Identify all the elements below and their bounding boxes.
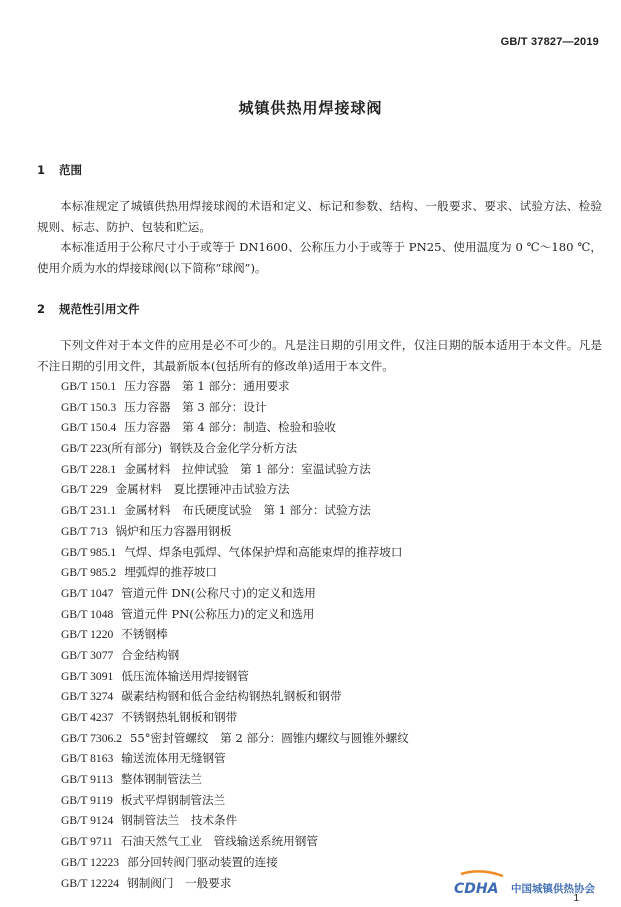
reference-code: GB/T 985.1 [61, 545, 117, 559]
reference-code: GB/T 1047 [61, 586, 114, 600]
reference-title: 气焊、焊条电弧焊、气体保护焊和高能束焊的推荐坡口 [124, 544, 403, 559]
reference-code: GB/T 9124 [61, 814, 114, 828]
reference-item [61, 521, 409, 542]
reference-title: 低压流体输送用焊接钢管 [121, 668, 249, 683]
reference-title: 输送流体用无缝钢管 [121, 751, 226, 766]
reference-item [61, 707, 409, 728]
reference-item [61, 769, 409, 790]
reference-title: 埋弧焊的推荐坡口 [124, 565, 217, 580]
reference-code: GB/T 12223 [61, 855, 120, 869]
reference-item [61, 479, 409, 500]
reference-title: 锅炉和压力容器用钢板 [115, 523, 232, 538]
reference-item [61, 666, 409, 687]
reference-item [61, 397, 409, 418]
reference-item [61, 500, 409, 521]
reference-title: 整体钢制管法兰 [120, 772, 203, 787]
reference-code: GB/T 150.3 [61, 400, 117, 414]
reference-code: GB/T 150.4 [61, 421, 117, 435]
reference-title: 钢铁及合金化学分析方法 [169, 441, 298, 456]
reference-item [61, 686, 409, 707]
reference-code: GB/T 713 [61, 524, 108, 538]
reference-code: GB/T 9711 [61, 835, 113, 849]
reference-code: GB/T 150.1 [61, 380, 117, 393]
reference-item [61, 728, 409, 749]
reference-title: 金属材料 拉伸试验 第 1 部分：室温试验方法 [124, 461, 371, 476]
section-title: 范围 [59, 163, 82, 177]
document-title: 城镇供热用焊接球阀 [238, 99, 383, 117]
reference-code: GB/T 8163 [61, 752, 114, 766]
section-heading-2 [37, 301, 140, 317]
reference-title: 碳素结构钢和低合金结构钢热轧钢板和钢带 [121, 689, 342, 704]
reference-title: 管道元件 DN(公称尺寸)的定义和选用 [121, 585, 316, 600]
reference-title: 石油天然气工业 管线输送系统用钢管 [120, 834, 318, 849]
reference-item [61, 376, 409, 397]
reference-code: GB/T 985.2 [61, 566, 117, 580]
reference-item [61, 810, 409, 831]
cdha-logo-mark [451, 870, 509, 900]
reference-code: GB/T 228.1 [61, 462, 117, 476]
reference-list [61, 376, 409, 893]
reference-title: 55°密封管螺纹 第 2 部分：圆锥内螺纹与圆锥外螺纹 [129, 730, 409, 745]
paragraph-scope-1: 本标准规定了城镇供热用焊接球阀的术语和定义、标记和参数、结构、一般要求、要求、试验方法、检验规则、标志、防护、包装和贮运。 [37, 199, 602, 234]
reference-title: 不锈钢热轧钢板和钢带 [121, 710, 238, 724]
section-heading-1 [37, 162, 82, 178]
reference-code: GB/T 3091 [61, 669, 114, 683]
reference-code: GB/T 12224 [61, 876, 120, 890]
section-number: 1 [37, 163, 46, 177]
reference-code: GB/T 9113 [61, 773, 113, 787]
reference-title: 压力容器 第 4 部分：制造、检验和验收 [124, 420, 337, 435]
reference-title: 金属材料 夏比摆锤冲击试验方法 [115, 482, 290, 497]
reference-title: 钢制管法兰 技术条件 [121, 813, 238, 828]
reference-item [61, 417, 409, 438]
reference-code: GB/T 3077 [61, 648, 114, 662]
section-number: 2 [37, 302, 46, 316]
reference-title: 合金结构钢 [121, 647, 180, 662]
reference-title: 管道元件 PN(公称压力)的定义和选用 [121, 606, 315, 621]
svg-text:CDHA: CDHA [454, 881, 499, 897]
section-title: 规范性引用文件 [59, 302, 140, 316]
reference-code: GB/T 7306.2 [61, 731, 122, 745]
standard-code: GB/T 37827—2019 [500, 36, 599, 48]
reference-code: GB/T 4237 [61, 711, 114, 724]
reference-title: 金属材料 布氏硬度试验 第 1 部分：试验方法 [124, 503, 371, 518]
reference-title: 板式平焊钢制管法兰 [120, 792, 226, 807]
reference-code: GB/T 3274 [61, 690, 114, 704]
reference-item [61, 624, 409, 645]
page-number: 1 [573, 893, 579, 904]
reference-title: 压力容器 第 1 部分：通用要求 [124, 379, 290, 393]
reference-item [61, 790, 409, 811]
reference-title: 部分回转阀门驱动装置的连接 [127, 854, 278, 869]
reference-item [61, 542, 409, 563]
reference-title: 压力容器 第 3 部分：设计 [124, 399, 267, 414]
paragraph-scope-2: 本标准适用于公称尺寸小于或等于 DN1600、公称压力小于或等于 PN25、使用温度为 0 ℃～180 ℃，使用介质为水的焊接球阀(以下简称“球阀”)。 [37, 240, 602, 275]
reference-item [61, 459, 409, 480]
reference-code: GB/T 229 [61, 483, 108, 497]
reference-code: GB/T 231.1 [61, 504, 117, 518]
reference-item [61, 852, 409, 873]
reference-item [61, 583, 409, 604]
logo-text: 中国城镇供热协会 [511, 883, 595, 895]
reference-code: GB/T 1048 [61, 607, 114, 621]
paragraph-normative-references: 下列文件对于本文件的应用是必不可少的。凡是注日期的引用文件，仅注日期的版本适用于本文件。凡是不注日期的引用文件，其最新版本(包括所有的修改单)适用于本文件。 [37, 338, 602, 373]
reference-code: GB/T 9119 [61, 793, 113, 807]
reference-item [61, 562, 409, 583]
reference-code: GB/T 223(所有部分) [61, 442, 162, 456]
reference-item [61, 831, 409, 852]
reference-item [61, 438, 409, 459]
cdha-logo [451, 870, 611, 900]
reference-title: 钢制阀门 一般要求 [127, 875, 232, 890]
reference-item [61, 748, 409, 769]
reference-title: 不锈钢棒 [121, 627, 168, 642]
reference-item [61, 645, 409, 666]
reference-item [61, 604, 409, 625]
reference-item [61, 873, 409, 894]
reference-code: GB/T 1220 [61, 628, 114, 642]
